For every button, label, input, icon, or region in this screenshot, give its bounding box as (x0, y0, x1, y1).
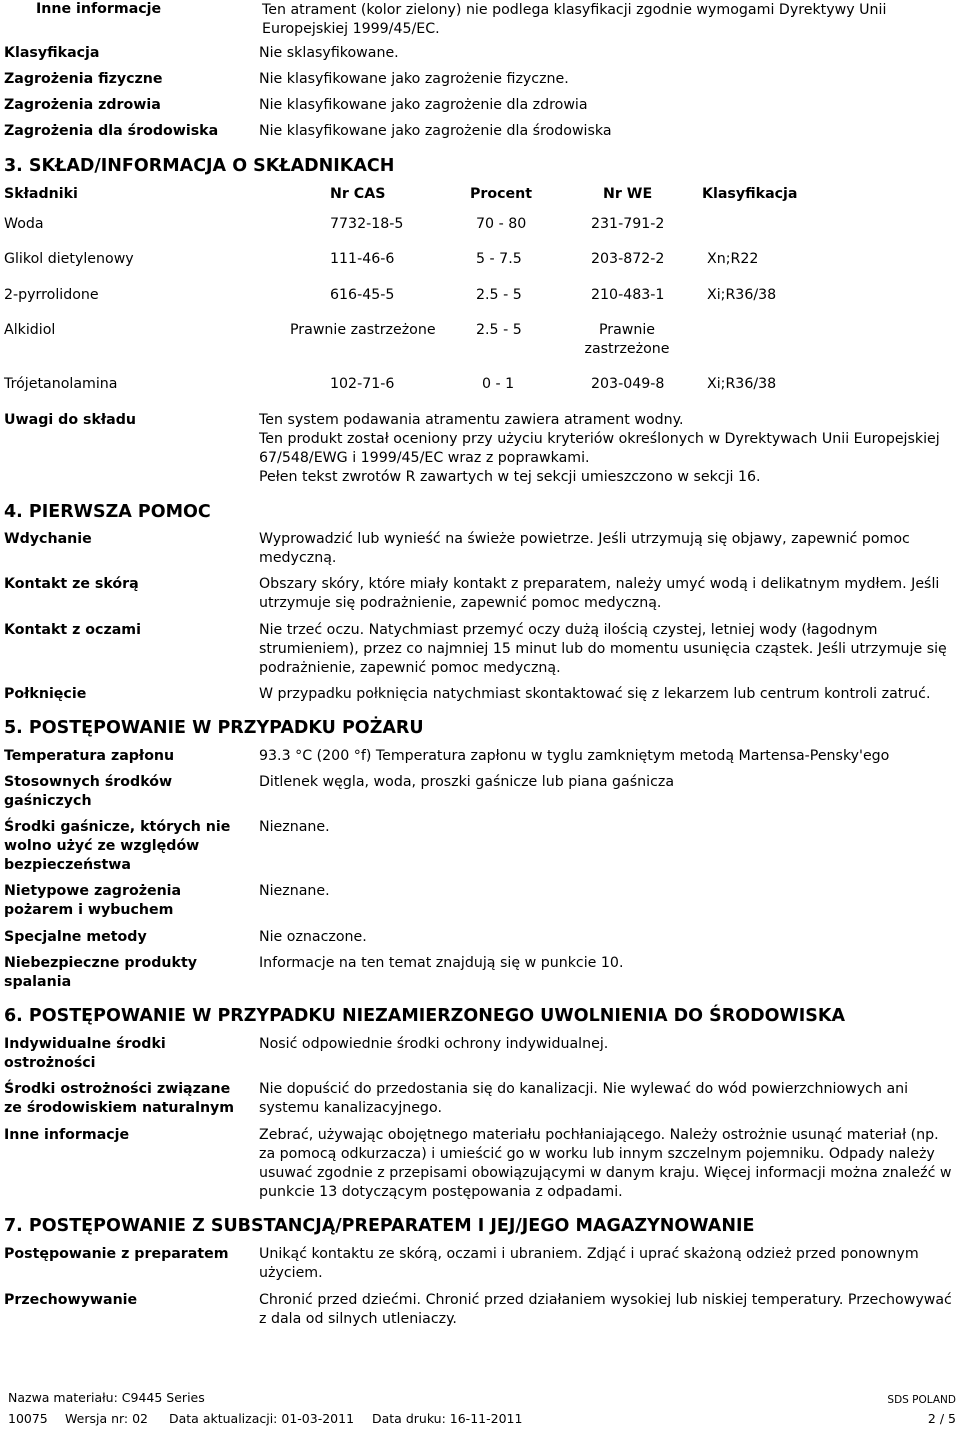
composition-notes-label: Uwagi do składu (4, 412, 136, 428)
ingredient-cas: 7732-18-5 (330, 216, 404, 232)
fire-hazards-value: Nieznane. (259, 883, 330, 899)
other-info-text: Ten atrament (kolor zielony) nie podlega klasyfikacji zgodnie wymogami Dyrektywy Unii Europejskiej 1999/45/EC. (262, 2, 887, 37)
extinguishing-media-label: Stosownych środków gaśniczych (4, 774, 173, 809)
flash-point-label: Temperatura zapłonu (4, 748, 175, 764)
eye-contact-label: Kontakt z oczami (4, 622, 141, 638)
special-methods-value: Nie oznaczone. (259, 929, 367, 945)
storage-label: Przechowywanie (4, 1292, 138, 1308)
ingredient-percent: 2.5 - 5 (476, 322, 522, 338)
ingredient-cas: 616-45-5 (330, 287, 395, 303)
combustion-products-label: Niebezpieczne produkty spalania (4, 955, 197, 990)
ingredient-ec: 203-872-2 (591, 251, 665, 267)
ingredient-classification: Xn;R22 (707, 251, 759, 267)
footer-print-date: Data druku: 16-11-2011 (372, 1411, 523, 1426)
footer-version: Wersja nr: 02 (65, 1411, 149, 1426)
environmental-precautions-label: Środki ostrożności związane ze środowiskiem naturalnym (4, 1081, 235, 1116)
combustion-products-value: Informacje na ten temat znajdują się w punkcie 10. (259, 955, 624, 971)
inhalation-value: Wyprowadzić lub wynieść na świeże powietrze. Jeśli utrzymują się objawy, zapewnić pomoc medyczną. (259, 531, 910, 566)
fire-hazards-label: Nietypowe zagrożenia pożarem i wybuchem (4, 883, 182, 918)
col-header-ingredient: Składniki (4, 186, 78, 202)
ingredient-cas: 111-46-6 (330, 251, 395, 267)
health-hazards-label: Zagrożenia zdrowia (4, 97, 161, 113)
footer-update-date: Data aktualizacji: 01-03-2011 (169, 1411, 355, 1426)
environment-hazards-label: Zagrożenia dla środowiska (4, 123, 219, 139)
environment-hazards-value: Nie klasyfikowane jako zagrożenie dla środowiska (259, 123, 612, 139)
section-6-heading: 6. POSTĘPOWANIE W PRZYPADKU NIEZAMIERZONEGO UWOLNIENIA DO ŚRODOWISKA (4, 1006, 846, 1026)
classification-value: Nie sklasyfikowane. (259, 45, 399, 61)
ingredient-name: Woda (4, 216, 44, 232)
personal-precautions-value: Nosić odpowiednie środki ochrony indywidualnej. (259, 1036, 609, 1052)
skin-contact-value: Obszary skóry, które miały kontakt z preparatem, należy umyć wodą i delikatnym mydłem. Jeśli utrzymuje się podrażnienie, zapewnić pomoc medyczną. (259, 576, 940, 611)
ingredient-name: 2-pyrrolidone (4, 287, 99, 303)
ingredient-ec: Prawnie zastrzeżone (584, 322, 670, 357)
other-info-label: Inne informacje (36, 1, 162, 17)
handling-value: Unikąć kontaktu ze skórą, oczami i ubraniem. Zdjąć i uprać skażoną odzież przed ponownym użyciem. (259, 1246, 919, 1281)
health-hazards-value: Nie klasyfikowane jako zagrożenie dla zdrowia (259, 97, 588, 113)
classification-label: Klasyfikacja (4, 45, 100, 61)
footer-brand: SDS POLAND (887, 1394, 956, 1406)
col-header-percent: Procent (470, 186, 533, 202)
physical-hazards-label: Zagrożenia fizyczne (4, 71, 163, 87)
environmental-precautions-value: Nie dopuścić do przedostania się do kanalizacji. Nie wylewać do wód powierzchniowych ani systemu kanalizacyjnego. (259, 1081, 909, 1116)
other-info-6-label: Inne informacje (4, 1127, 130, 1143)
ingredient-ec: 231-791-2 (591, 216, 665, 232)
storage-value: Chronić przed dziećmi. Chronić przed działaniem wysokiej lub niskiej temperatury. Przechowywać z dala od silnych utleniaczy. (259, 1292, 952, 1327)
inhalation-label: Wdychanie (4, 531, 92, 547)
footer-doc-number: 10075 (8, 1411, 48, 1426)
eye-contact-value: Nie trzeć oczu. Natychmiast przemyć oczy dużą ilością czystej, letniej wody (łagodnym strumieniem), przez co najmniej 15 minut lub do momentu usunięcia cząstek. Jeśli utrzymuje się podrażnienie, zapewnić pomoc medyczną. (259, 622, 947, 676)
footer-page-number: 2 / 5 (927, 1411, 956, 1426)
ingredient-name: Alkidiol (4, 322, 56, 338)
ingredient-percent: 0 - 1 (482, 376, 515, 392)
ingredient-ec: 210-483-1 (591, 287, 665, 303)
ingredient-cas: 102-71-6 (330, 376, 395, 392)
personal-precautions-label: Indywidualne środki ostrożności (4, 1036, 166, 1071)
ingestion-value: W przypadku połknięcia natychmiast skontaktować się z lekarzem lub centrum kontroli zatruć. (259, 686, 931, 702)
special-methods-label: Specjalne metody (4, 929, 147, 945)
composition-note: Pełen tekst zwrotów R zawartych w tej sekcji umieszczono w sekcji 16. (259, 469, 761, 485)
col-header-cas: Nr CAS (330, 186, 386, 202)
ingredient-cas: Prawnie zastrzeżone (290, 322, 436, 338)
ingredient-ec: 203-049-8 (591, 376, 665, 392)
ingredient-classification: Xi;R36/38 (707, 376, 777, 392)
section-7-heading: 7. POSTĘPOWANIE Z SUBSTANCJĄ/PREPARATEM I JEJ/JEGO MAGAZYNOWANIE (4, 1216, 755, 1236)
col-header-classification: Klasyfikacja (702, 186, 798, 202)
section-5-heading: 5. POSTĘPOWANIE W PRZYPADKU POŻARU (4, 718, 424, 738)
section-4-heading: 4. PIERWSZA POMOC (4, 502, 211, 522)
extinguishing-media-value: Ditlenek węgla, woda, proszki gaśnicze lub piana gaśnicza (259, 774, 675, 790)
ingredient-name: Trójetanolamina (4, 376, 118, 392)
ingredient-percent: 2.5 - 5 (476, 287, 522, 303)
ingredient-name: Glikol dietylenowy (4, 251, 134, 267)
section-3-heading: 3. SKŁAD/INFORMACJA O SKŁADNIKACH (4, 156, 395, 176)
ingredient-percent: 5 - 7.5 (476, 251, 522, 267)
ingredient-classification: Xi;R36/38 (707, 287, 777, 303)
flash-point-value: 93.3 °C (200 °f) Temperatura zapłonu w tyglu zamkniętym metodą Martensa-Pensky'ego (259, 748, 890, 764)
unsuitable-media-label: Środki gaśnicze, których nie wolno użyć ze względów bezpieczeństwa (4, 819, 231, 873)
unsuitable-media-value: Nieznane. (259, 819, 330, 835)
handling-label: Postępowanie z preparatem (4, 1246, 229, 1262)
ingredient-percent: 70 - 80 (476, 216, 527, 232)
composition-note: Ten produkt został oceniony przy użyciu kryteriów określonych w Dyrektywach Unii Europejskiej 67/548/EWG i 1999/45/EC wraz z poprawkami. (259, 431, 940, 466)
composition-note: Ten system podawania atramentu zawiera atrament wodny. (259, 412, 684, 428)
footer-material-name: Nazwa materiału: C9445 Series (8, 1390, 205, 1405)
ingestion-label: Połknięcie (4, 686, 87, 702)
skin-contact-label: Kontakt ze skórą (4, 576, 139, 592)
physical-hazards-value: Nie klasyfikowane jako zagrożenie fizyczne. (259, 71, 569, 87)
other-info-6-value: Zebrać, używając obojętnego materiału pochłaniającego. Należy ostrożnie usunąć materiał (np. za pomocą odkurzacza) i umieścić go w worku lub innym szczelnym pojemniku. Odpady należy usuwać zgodnie z przepisami obowiązującymi w danym kraju. Więcej informacji można znaleźć w punkcie 13 dotyczącym postępowania z odpadami. (259, 1127, 952, 1200)
col-header-ec: Nr WE (603, 186, 653, 202)
